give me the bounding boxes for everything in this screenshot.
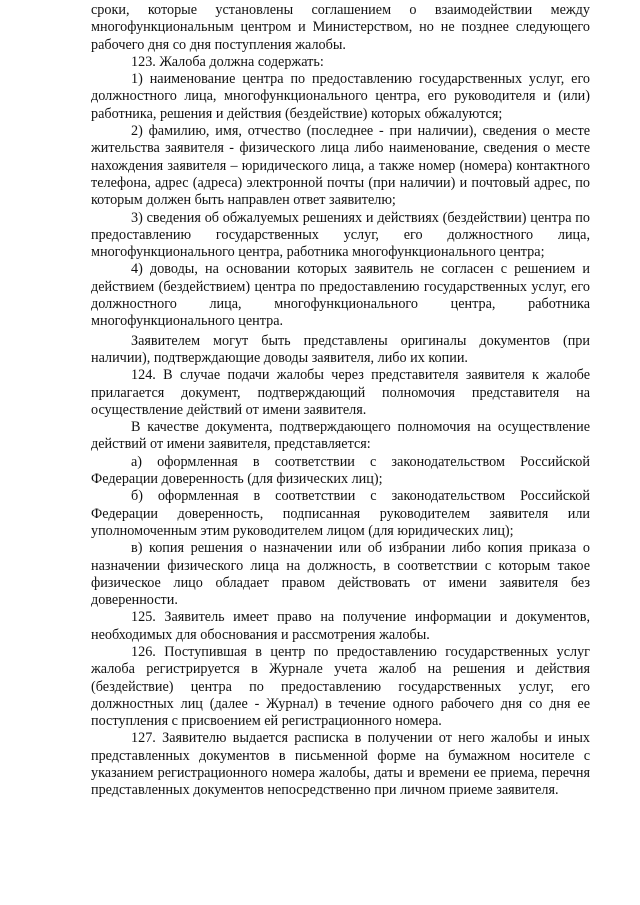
paragraph-originals: Заявителем могут быть представлены оригиналы документов (при наличии), подтверждающие доводы заявителя, либо их копии. [91, 332, 590, 366]
paragraph-subitem-3: 3) сведения об обжалуемых решениях и действиях (бездействии) центра по предоставлению государственных услуг, его должностного лица, многофункционального центра, работника многофункционального центра; [91, 209, 590, 261]
paragraph-continuation: сроки, которые установлены соглашением о взаимодействии между многофункциональным центром и Министерством, но не позднее следующего рабочего дня со дня поступления жалобы. [91, 2, 590, 53]
paragraph-item-126: 126. Поступившая в центр по предоставлению государственных услуг жалоба регистрируется в Журнале учета жалоб на решения и действия (бездействие) центра по предоставлению государственных услуг, его должностных лиц (далее - Журнал) в течение одного рабочего дня со дня ее поступления с присвоением ей регистрационного номера. [91, 643, 590, 730]
paragraph-item-123: 123. Жалоба должна содержать: [131, 53, 324, 70]
paragraph-subitem-b: б) оформленная в соответствии с законодательством Российской Федерации доверенность, подписанная руководителем заявителя или уполномоченным этим руководителем лицом (для юридических лиц); [91, 488, 590, 539]
paragraph-subitem-v: в) копия решения о назначении или об избрании либо копия приказа о назначении физического лица на должность, в соответствии с которым такое физическое лицо обладает правом действовать от имени заявителя без доверенности. [91, 540, 590, 609]
paragraph-item-127: 127. Заявителю выдается расписка в получении от него жалобы и иных представленных документов в письменной форме на бумажном носителе с указанием регистрационного номера жалобы, даты и времени ее приема, перечня представленных документов непосредственно при личном приеме заявителя. [91, 730, 590, 799]
paragraph-item-125: 125. Заявитель имеет право на получение информации и документов, необходимых для обоснования и рассмотрения жалобы. [91, 609, 590, 643]
paragraph-subitem-a: а) оформленная в соответствии с законодательством Российской Федерации доверенность (для физических лиц); [91, 453, 590, 488]
document-page [91, 2, 590, 800]
paragraph-subitem-1: 1) наименование центра по предоставлению государственных услуг, его должностного лица, многофункционального центра, его руководителя и (или) работника, решения и действия (бездействие) которых обжалуются; [91, 71, 590, 122]
paragraph-subitem-2: 2) фамилию, имя, отчество (последнее - при наличии), сведения о месте жительства заявителя - физического лица либо наименование, сведения о месте нахождения заявителя – юридического лица, а также номер (номера) контактного телефона, адрес (адреса) электронной почты (при наличии) и почтовый адрес, по которым должен быть направлен ответ заявителю; [91, 123, 590, 209]
paragraph-subitem-4: 4) доводы, на основании которых заявитель не согласен с решением и действием (бездействием) центра по предоставлению государственных услуг, его должностного лица, многофункционального центра, работника многофункционального центра. [91, 261, 590, 330]
paragraph-item-124: 124. В случае подачи жалобы через представителя заявителя к жалобе прилагается документ, подтверждающий полномочия представителя на осуществление действий от имени заявителя. [91, 367, 590, 418]
paragraph-power-of-attorney: В качестве документа, подтверждающего полномочия на осуществление действий от имени заявителя, представляется: [91, 419, 590, 453]
